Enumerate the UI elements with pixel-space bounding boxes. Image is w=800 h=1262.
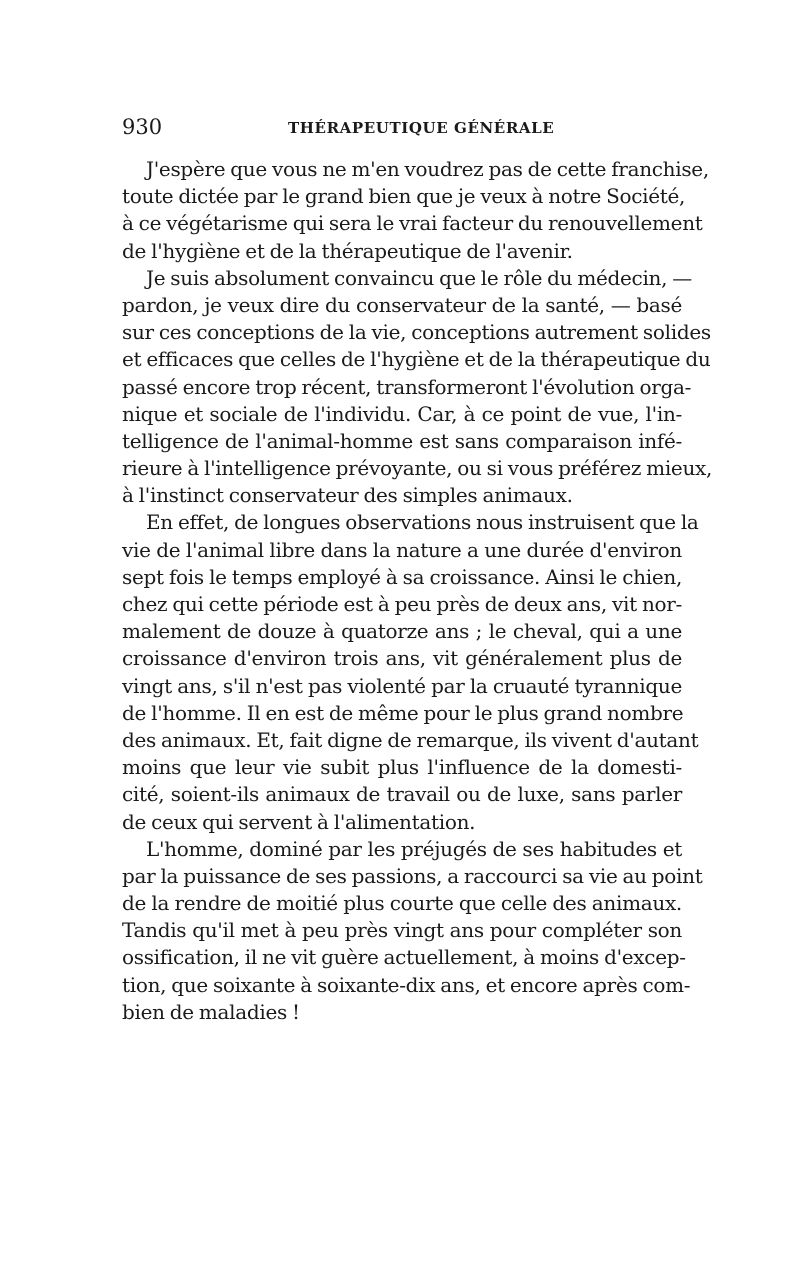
text-line: bien de maladies ! [122,999,300,1024]
text-line: à ce végétarisme qui sera le vrai facteur du renouvellement [122,211,703,236]
paragraph [122,509,699,835]
chapter-title: THÉRAPEUTIQUE GÉNÉRALE [288,119,555,137]
paragraph [122,265,713,510]
text-line: passé encore trop récent, transformeront l'évolution orga- [122,374,692,399]
text-line: telligence de l'animal-homme est sans comparaison infé- [122,428,682,453]
text-line: nique et sociale de l'individu. Car, à ce point de vue, l'in- [122,401,682,426]
text-line: de ceux qui servent à l'alimentation. [122,809,476,834]
text-line: En effet, de longues observations nous instruisent que la [146,510,699,535]
paragraph [122,836,703,1026]
text-line: chez qui cette période est à peu près de deux ans, vit nor- [122,592,682,616]
running-head [122,112,682,142]
text-line: par la puissance de ses passions, a raccourci sa vie au point [122,863,703,888]
text-line: ossification, il ne vit guère actuellement, à moins d'excep- [122,945,686,970]
text-line: Je suis absolument convaincu que le rôle du médecin, — [146,265,692,290]
paragraph [122,156,709,265]
text-line: tion, que soixante à soixante-dix ans, et encore après com- [122,972,691,997]
text-line: pardon, je veux dire du conservateur de la santé, — basé [122,292,682,317]
text-line: de l'hygiène et de la thérapeutique de l'avenir. [122,238,573,263]
text-line: de la rendre de moitié plus courte que celle des animaux. [122,891,682,916]
text-line: L'homme, dominé par les préjugés de ses habitudes et [146,836,682,861]
text-line: croissance d'environ trois ans, vit généralement plus de [122,646,682,671]
text-line: sept fois le temps employé à sa croissance. Ainsi le chien, [122,564,682,589]
text-line: de l'homme. Il en est de même pour le plus grand nombre [122,700,684,725]
text-line: vingt ans, s'il n'est pas violenté par la cruauté tyrannique [122,673,682,698]
text-body [122,156,713,1026]
text-line: cité, soient-ils animaux de travail ou de luxe, sans parler [122,782,682,807]
text-line: vie de l'animal libre dans la nature a une durée d'environ [122,537,682,562]
text-line: des animaux. Et, fait digne de remarque, ils vivent d'autant [122,727,699,752]
text-line: moins que leur vie subit plus l'influence de la domesti- [122,755,682,780]
page-number: 930 [122,115,163,139]
text-line: toute dictée par le grand bien que je veux à notre Société, [122,184,686,209]
text-line: à l'instinct conservateur des simples animaux. [122,483,573,508]
text-line: rieure à l'intelligence prévoyante, ou si vous préférez mieux, [122,456,713,481]
text-line: J'espère que vous ne m'en voudrez pas de cette franchise, [146,157,709,181]
text-line: malement de douze à quatorze ans ; le cheval, qui a une [122,619,682,644]
text-line: Tandis qu'il met à peu près vingt ans pour compléter son [122,918,682,943]
text-line: sur ces conceptions de la vie, conceptions autrement solides [122,320,711,345]
text-line: et efficaces que celles de l'hygiène et de la thérapeutique du [122,347,711,372]
